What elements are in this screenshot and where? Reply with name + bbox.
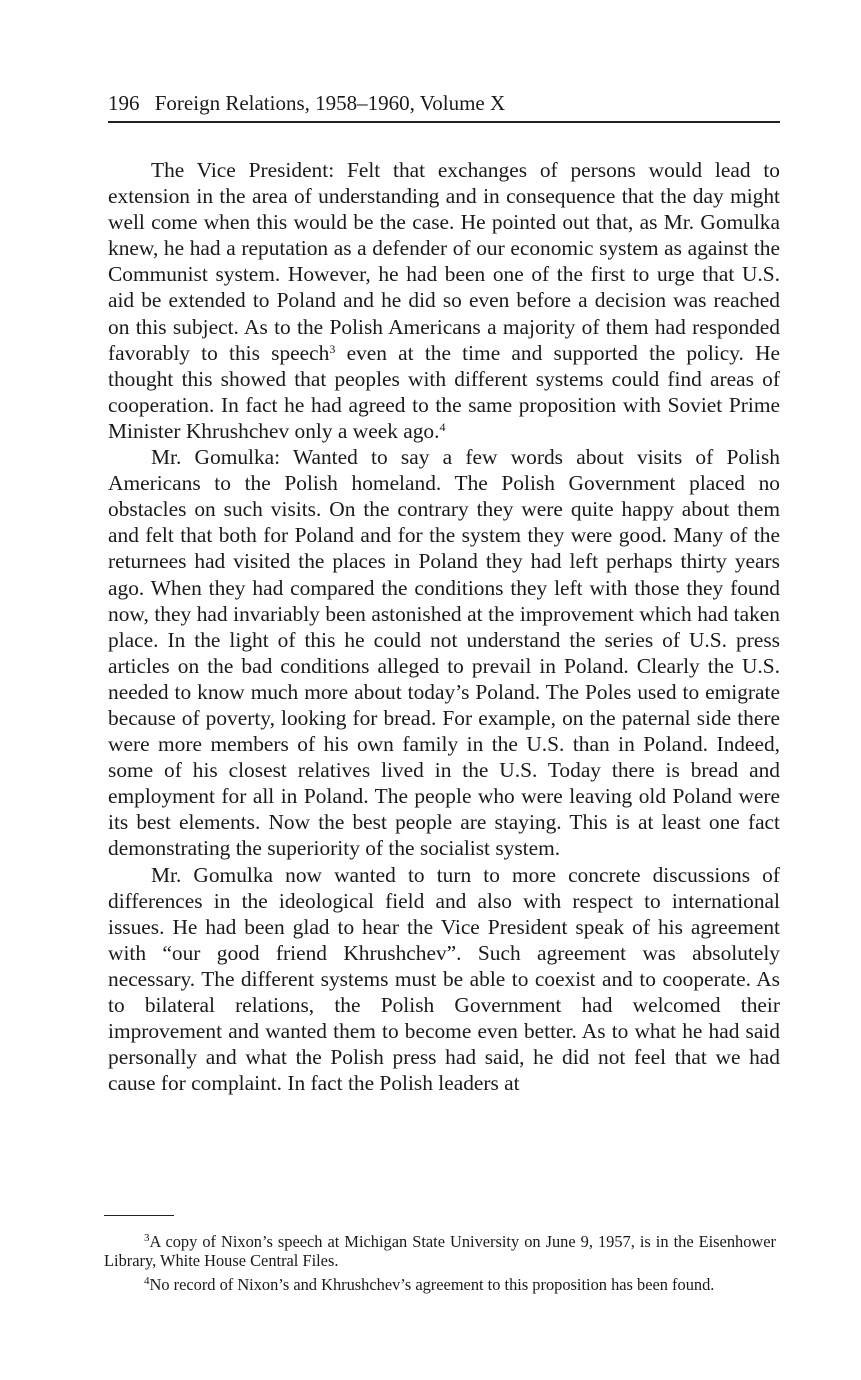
footnote-3-text: A copy of Nixon’s speech at Michigan State University on June 9, 1957, is in the Eisenhower Library, White House Central Files. <box>104 1232 776 1271</box>
running-header <box>108 89 780 123</box>
footnote-4-marker: 4 <box>144 1274 150 1287</box>
footnote-4-text: No record of Nixon’s and Khrushchev’s agreement to this proposition has been found. <box>149 1274 715 1294</box>
footnote-ref-3[interactable]: 3 <box>329 341 336 356</box>
footnotes <box>104 1232 776 1298</box>
footnote-ref-4[interactable]: 4 <box>439 419 446 434</box>
footnote-4 <box>104 1275 776 1294</box>
para1-text-b: even at the time and supported the policy. He thought this showed that peoples with different systems could find areas of cooperation. In fact he had agreed to the same proposition with Soviet Prime Minister Khrushchev only a week ago. <box>108 340 781 443</box>
paragraph-vice-president <box>108 157 780 444</box>
paragraph-gomulka-discussions: Mr. Gomulka now wanted to turn to more concrete discussions of differences in the ideological field and also with respect to international issues. He had been glad to hear the Vice President speak of his agreement with “our good friend Khrushchev”. Such agreement was absolutely necessary. The different systems must be able to coexist and to cooperate. As to bilateral relations, the Polish Government had welcomed their improvement and wanted them to become even better. As to what he had said personally and what the Polish press had said, he did not feel that we had cause for complaint. In fact the Polish leaders at <box>108 862 780 1096</box>
paragraph-gomulka-visits: Mr. Gomulka: Wanted to say a few words about visits of Polish Americans to the Polish homeland. The Polish Government placed no obstacles on such visits. On the contrary they were quite happy about them and felt that both for Poland and for the system they were good. Many of the returnees had visited the places in Poland they had left perhaps thirty years ago. When they had compared the conditions they left with those they found now, they had invariably been astonished at the improvement which had taken place. In the light of this he could not understand the series of U.S. press articles on the bad conditions alleged to prevail in Poland. Clearly the U.S. needed to know much more about today’s Poland. The Poles used to emigrate because of poverty, looking for bread. For example, on the paternal side there were more members of his own family in the U.S. than in Poland. Indeed, some of his closest relatives lived in the U.S. Today there is bread and employment for all in Poland. The people who were leaving old Poland were its best elements. Now the best people are staying. This is at least one fact demonstrating the superiority of the socialist system. <box>108 445 780 861</box>
running-title: Foreign Relations, 1958–1960, Volume X <box>154 91 506 115</box>
footnote-divider <box>104 1215 174 1216</box>
footnote-3-marker: 3 <box>144 1232 150 1244</box>
page-number: 196 <box>108 91 140 115</box>
para1-text-a: The Vice President: Felt that exchanges of persons would lead to extension in the area of understanding and in consequence that the day might well come when this would be the case. He pointed out that, as Mr. Gomulka knew, he had a reputation as a defender of our economic system as against the Communist system. However, he had been one of the first to urge that U.S. aid be extended to Poland and he did so even before a decision was reached on this subject. As to the Polish Americans a majority of them had responded favorably to this speech <box>108 158 780 365</box>
footnote-3 <box>104 1232 776 1271</box>
body-text <box>108 157 780 1096</box>
